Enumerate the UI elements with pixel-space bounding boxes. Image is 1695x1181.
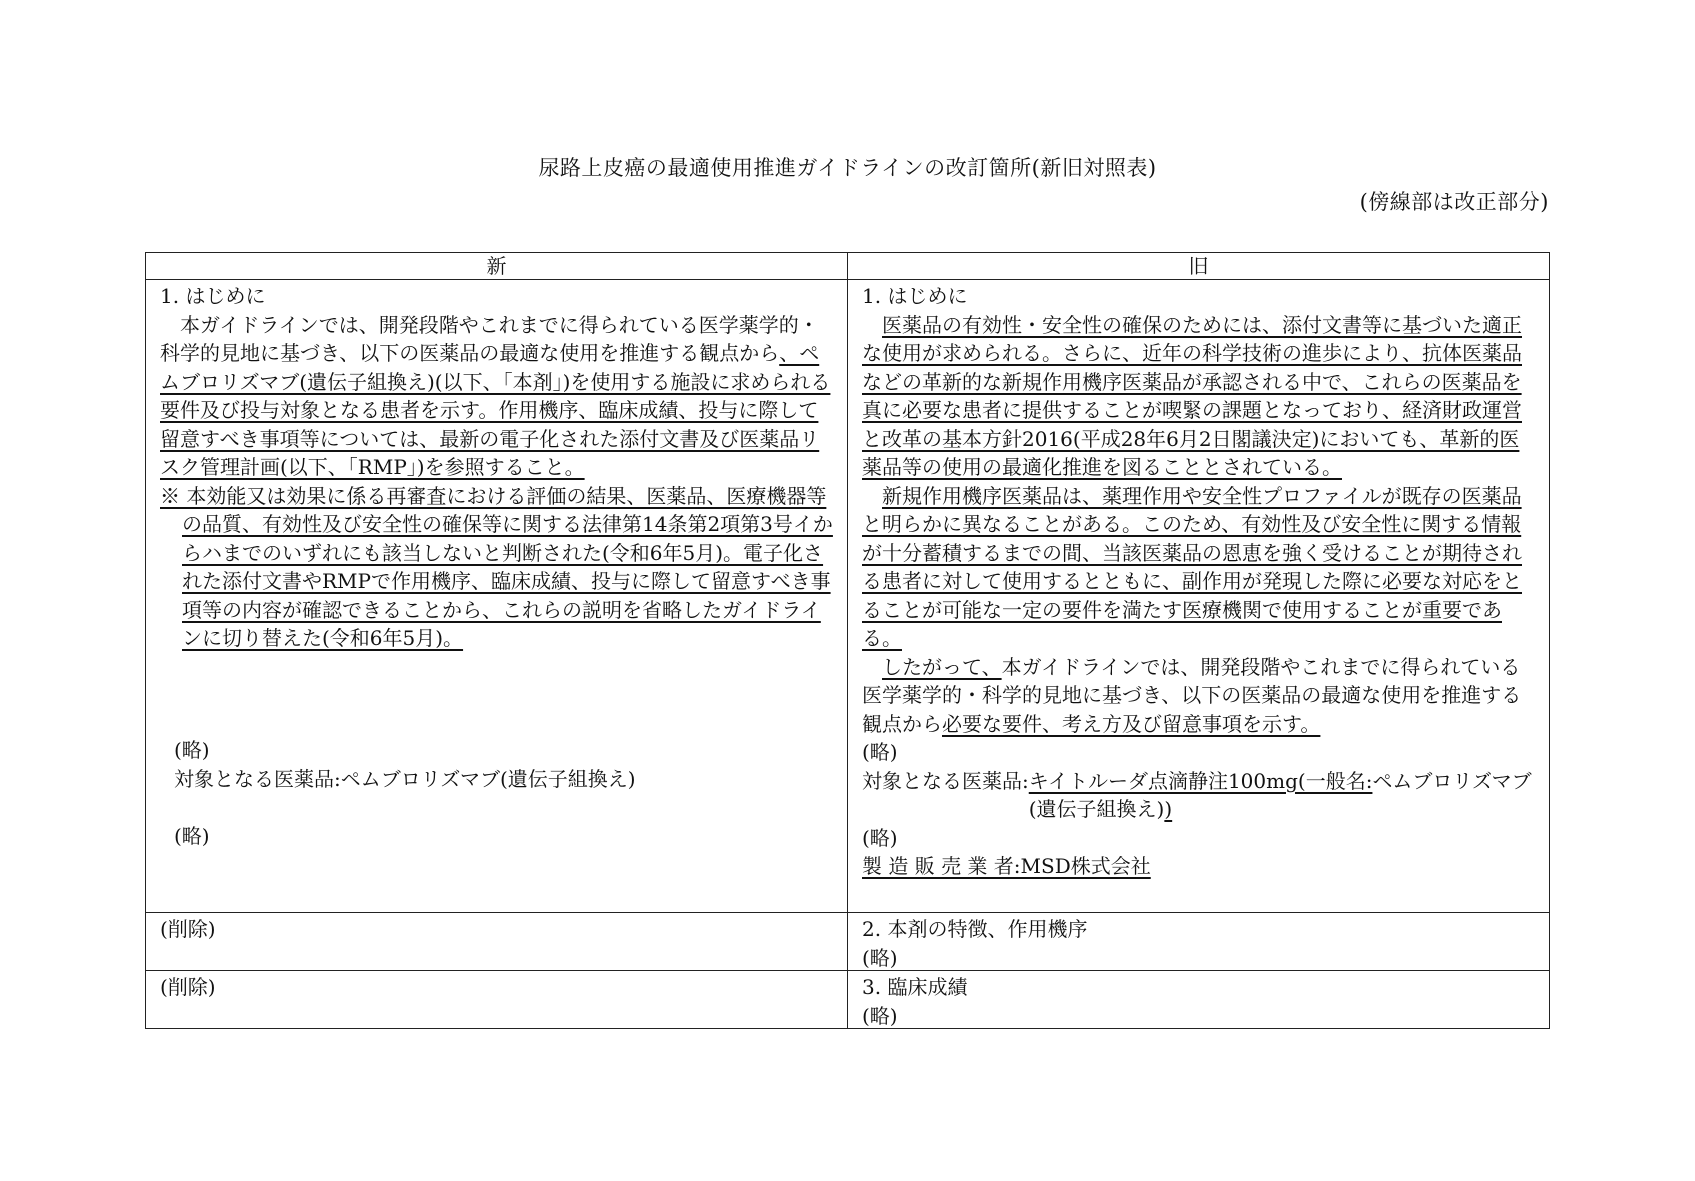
new-section-1-cell bbox=[146, 280, 848, 913]
old-omit-1: (略) bbox=[862, 740, 898, 764]
old-drug-value-close: ) bbox=[1164, 797, 1173, 821]
old-paragraph-2 bbox=[862, 482, 1539, 653]
old-p2-revised: 新規作用機序医薬品は、薬理作用や安全性プロファイルが既存の医薬品と明らかに異なることがある。このため、有効性及び安全性に関する情報が十分蓄積するまでの間、当該医薬品の恩恵を強く受けることが期待される患者に対して使用するとともに、副作用が発現した際に必要な対応をとることが可能な一定の要件を満たす医療機関で使用することが重要である。 bbox=[862, 483, 1522, 650]
old-drug-value-brand: キイトルーダ点滴静注100mg(一般名: bbox=[1028, 768, 1373, 793]
new-section-2-cell bbox=[146, 913, 848, 971]
old-section-1-cell bbox=[848, 280, 1550, 913]
document-title: 尿路上皮癌の最適使用推進ガイドラインの改訂箇所(新旧対照表) bbox=[538, 156, 1157, 180]
old-row2-heading: 2. 本剤の特徴、作用機序 bbox=[862, 917, 1088, 941]
old-row3-heading: 3. 臨床成績 bbox=[862, 975, 968, 999]
table-row bbox=[146, 971, 1550, 1029]
header-old: 旧 bbox=[848, 253, 1550, 280]
old-maker: 製 造 販 売 業 者:MSD株式会社 bbox=[862, 854, 1151, 878]
old-section-3-cell bbox=[848, 971, 1550, 1029]
old-section-heading: 1. はじめに bbox=[862, 284, 968, 308]
table-row bbox=[146, 913, 1550, 971]
header-new: 新 bbox=[146, 253, 848, 280]
new-section-3-cell bbox=[146, 971, 848, 1029]
old-paragraph-3 bbox=[862, 653, 1539, 739]
new-drug-label: 対象となる医薬品: bbox=[174, 766, 341, 791]
old-target-drug bbox=[862, 767, 1539, 824]
table-header-row bbox=[146, 253, 1550, 280]
new-omit-1-wrap bbox=[174, 736, 636, 850]
new-row2-deleted: (削除) bbox=[160, 917, 216, 941]
old-p3-revised-a: したがって、 bbox=[882, 654, 1002, 679]
underline-note: (傍線部は改正部分) bbox=[1359, 190, 1549, 214]
new-section-heading: 1. はじめに bbox=[160, 284, 266, 308]
old-p1-revised: 医薬品の有効性・安全性の確保のためには、添付文書等に基づいた適正な使用が求められる。さらに、近年の科学技術の進歩により、抗体医薬品などの革新的な新規作用機序医薬品が承認される中で、これらの医薬品を真に必要な患者に提供することが喫緊の課題となっており、経済財政運営と改革の基本方針2016(平成28年6月2日閣議決定)においても、革新的医薬品等の使用の最適化推進を図ることとされている。 bbox=[862, 312, 1522, 479]
new-p1-plain: 本ガイドラインでは、開発段階やこれまでに得られている医学薬学的・科学的見地に基づき、以下の医薬品の最適な使用を推進する観点から bbox=[160, 312, 819, 365]
old-row3-omit: (略) bbox=[862, 1003, 898, 1028]
new-drug-value: ペムブロリズマブ(遺伝子組換え) bbox=[340, 766, 636, 791]
new-paragraph-1 bbox=[160, 311, 837, 482]
comparison-table bbox=[145, 252, 1550, 1029]
new-omit-1: (略) bbox=[174, 738, 210, 762]
table-row bbox=[146, 280, 1550, 913]
old-paragraph-1 bbox=[862, 311, 1539, 482]
new-omit-2: (略) bbox=[174, 823, 210, 848]
old-drug-value bbox=[1029, 767, 1539, 824]
old-drug-value-generic: ペムブロリズマブ(遺伝子組換え) bbox=[1028, 768, 1532, 821]
new-note: ※ 本効能又は効果に係る再審査における評価の結果、医薬品、医療機器等の品質、有効性及び安全性の確保等に関する法律第14条第2項第3号イからハまでのいずれにも該当しないと判断された(令和6年5月)。電子化された添付文書やRMPで作用機序、臨床成績、投与に際して留意すべき事項等の内容が確認できることから、これらの説明を省略したガイドラインに切り替えた(令和6年5月)。 bbox=[160, 483, 833, 650]
new-p1-revised: 、ペムブロリズマブ(遺伝子組換え)(以下、「本剤」)を使用する施設に求められる要件及び投与対象となる患者を示す。作用機序、臨床成績、投与に際して留意すべき事項等については、最新の電子化された添付文書及び医薬品リスク管理計画(以下、「RMP」)を参照すること。 bbox=[160, 341, 831, 479]
old-omit-2: (略) bbox=[862, 825, 898, 850]
old-section-2-cell bbox=[848, 913, 1550, 971]
new-row3-deleted: (削除) bbox=[160, 975, 216, 999]
old-p3-revised-c: 必要な要件、考え方及び留意事項を示す。 bbox=[942, 711, 1321, 736]
old-drug-label: 対象となる医薬品: bbox=[862, 768, 1029, 793]
new-target-drug bbox=[174, 765, 636, 794]
old-row2-omit: (略) bbox=[862, 945, 898, 970]
old-p3-plain: 本ガイドラインでは、開発段階やこれまでに得られている医学薬学的・科学的見地に基づき、以下の医薬品の最適な使用を推進する観点から bbox=[862, 654, 1522, 736]
